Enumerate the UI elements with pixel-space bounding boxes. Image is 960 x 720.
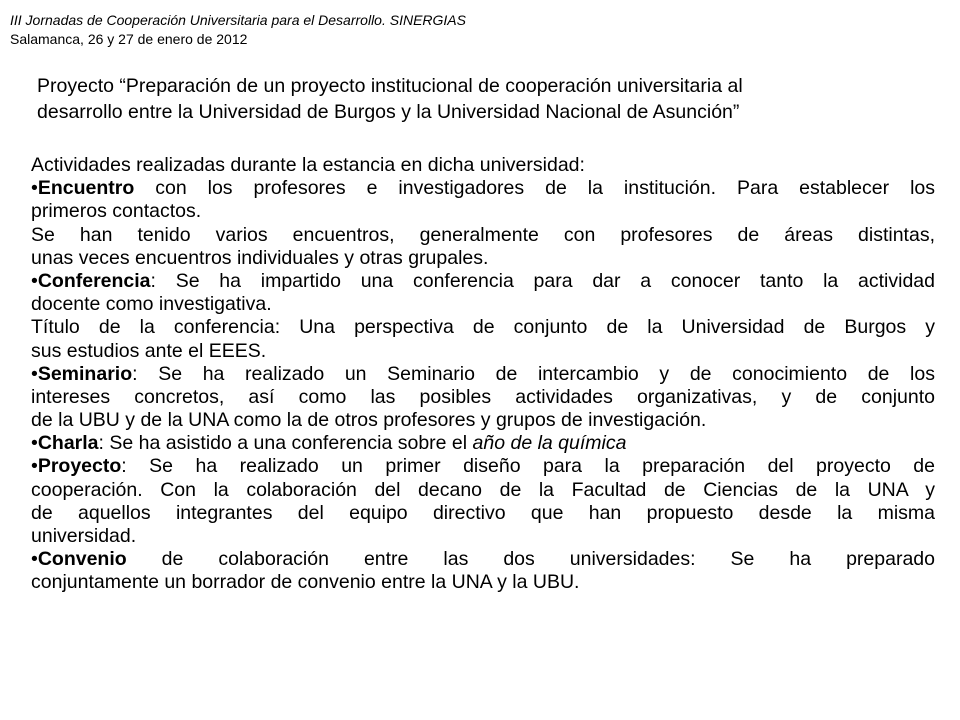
activities-section bbox=[31, 154, 935, 595]
activity-label: Seminario bbox=[37, 362, 133, 385]
activity-line bbox=[31, 455, 935, 478]
activity-label: Encuentro bbox=[37, 177, 135, 200]
bullet: • bbox=[31, 455, 38, 478]
activity-label: Convenio bbox=[37, 548, 127, 571]
activity-line: conjuntamente un borrador de convenio entre la UNA y la UBU. bbox=[31, 571, 580, 594]
activity-line: primeros contactos. bbox=[31, 200, 202, 223]
activity-conferencia bbox=[31, 270, 935, 363]
activity-line: de aquellos integrantes del equipo directivo que han propuesto desde la misma bbox=[31, 501, 935, 524]
activity-label: Charla bbox=[37, 432, 99, 455]
event-title: III Jornadas de Cooperación Universitaria para el Desarrollo. SINERGIAS bbox=[10, 12, 466, 28]
activity-line bbox=[31, 270, 935, 293]
activity-encuentro bbox=[31, 177, 935, 270]
activity-italic-text: año de la química bbox=[472, 432, 627, 455]
bullet: • bbox=[31, 177, 38, 200]
activity-text: : Se ha asistido a una conferencia sobre el bbox=[98, 432, 473, 455]
activity-line bbox=[31, 432, 935, 455]
activity-text: con los profesores e investigadores de la institución. Para establecer los bbox=[134, 177, 935, 200]
project-title-line: desarrollo entre la Universidad de Burgos y la Universidad Nacional de Asunción” bbox=[37, 101, 740, 123]
activity-line bbox=[31, 177, 935, 200]
activity-label: Proyecto bbox=[37, 455, 122, 478]
project-title-line: Proyecto “Preparación de un proyecto institucional de cooperación universitaria al bbox=[37, 75, 743, 97]
activity-line: cooperación. Con la colaboración del decano de la Facultad de Ciencias de la UNA y bbox=[31, 478, 935, 501]
activity-line: de la UBU y de la UNA como la de otros profesores y grupos de investigación. bbox=[31, 409, 707, 432]
bullet: • bbox=[31, 362, 38, 385]
bullet: • bbox=[31, 548, 38, 571]
activity-line: Título de la conferencia: Una perspectiva de conjunto de la Universidad de Burgos y bbox=[31, 316, 935, 339]
activity-text: de colaboración entre las dos universidades: Se ha preparado bbox=[126, 548, 935, 571]
activity-text: : Se ha impartido una conferencia para dar a conocer tanto la actividad bbox=[150, 269, 935, 292]
activity-seminario bbox=[31, 363, 935, 433]
activity-line: unas veces encuentros individuales y otras grupales. bbox=[31, 246, 489, 269]
activity-label: Conferencia bbox=[37, 269, 151, 292]
activity-line bbox=[31, 548, 935, 571]
activity-line: docente como investigativa. bbox=[31, 293, 272, 316]
bullet: • bbox=[31, 432, 38, 455]
activity-line: intereses concretos, así como las posibles actividades organizativas, y de conjunto bbox=[31, 385, 935, 408]
activity-text: : Se ha realizado un Seminario de intercambio y de conocimiento de los bbox=[132, 362, 935, 385]
activity-convenio bbox=[31, 548, 935, 594]
activity-text: : Se ha realizado un primer diseño para la preparación del proyecto de bbox=[121, 455, 935, 478]
project-title bbox=[37, 73, 917, 125]
event-date-location: Salamanca, 26 y 27 de enero de 2012 bbox=[10, 31, 248, 47]
activity-proyecto bbox=[31, 455, 935, 548]
activity-line: universidad. bbox=[31, 525, 137, 547]
activity-charla bbox=[31, 432, 935, 455]
bullet: • bbox=[31, 269, 38, 292]
activity-line: sus estudios ante el EEES. bbox=[31, 339, 267, 362]
activity-line bbox=[31, 363, 935, 386]
activities-intro: Actividades realizadas durante la estancia en dicha universidad: bbox=[31, 154, 585, 176]
activity-line: Se han tenido varios encuentros, generalmente con profesores de áreas distintas, bbox=[31, 223, 935, 246]
